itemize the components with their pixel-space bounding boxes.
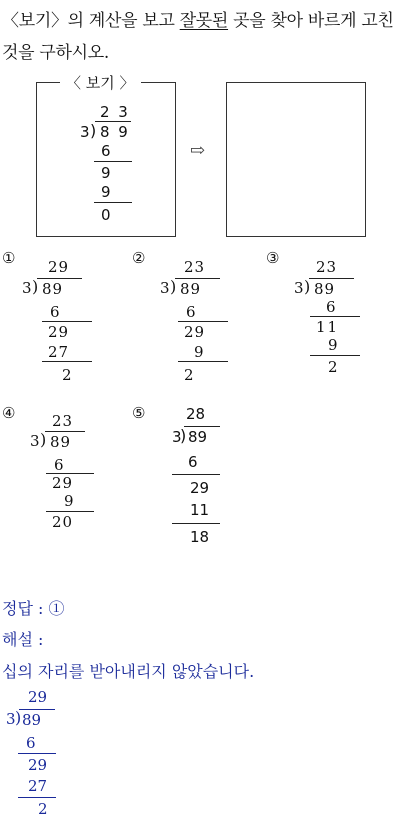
option-4-step-2: 29 xyxy=(52,474,74,492)
work-line-2 xyxy=(18,797,56,798)
example-step-3: 9 xyxy=(101,183,111,201)
division-bar xyxy=(95,121,131,122)
example-step-4: 0 xyxy=(101,206,111,224)
answer-empty-box xyxy=(226,82,366,237)
option-5-number[interactable]: ⑤ xyxy=(132,404,146,422)
option-3-number[interactable]: ③ xyxy=(266,249,280,267)
work-dividend: 89 xyxy=(22,711,42,729)
option-5-bar xyxy=(184,426,220,427)
option-5-dividend: 89 xyxy=(188,428,208,446)
work-quotient: 29 xyxy=(28,688,48,706)
option-4-dividend: 89 xyxy=(50,433,72,451)
option-2-line-2 xyxy=(178,361,228,362)
option-1-step-1: 6 xyxy=(50,303,60,321)
option-1-step-4: 2 xyxy=(62,366,72,384)
option-4-quotient: 23 xyxy=(52,412,74,430)
option-3-quotient: 23 xyxy=(316,258,338,276)
option-2-number[interactable]: ② xyxy=(132,249,146,267)
option-4-number[interactable]: ④ xyxy=(2,404,16,422)
option-4-bar xyxy=(45,431,85,432)
example-line-2 xyxy=(94,202,132,203)
option-1-step-2: 29 xyxy=(48,323,70,341)
arrow-icon: ⇨ xyxy=(190,140,206,161)
option-3-step-3: 9 xyxy=(328,336,338,354)
underlined-word: 잘못된 xyxy=(179,11,229,31)
option-1-divisor: 3 xyxy=(22,279,32,297)
option-5-line-1 xyxy=(172,474,220,475)
option-4-divisor: 3 xyxy=(30,432,40,450)
option-4-line-2 xyxy=(46,511,94,512)
example-line-1 xyxy=(94,161,132,162)
option-3-step-1: 6 xyxy=(326,298,336,316)
option-1-step-3: 27 xyxy=(48,343,70,361)
work-bar xyxy=(19,709,55,710)
work-step-1: 6 xyxy=(26,734,36,752)
option-3-bracket: ) xyxy=(304,277,311,296)
option-5-quotient: 28 xyxy=(186,405,206,423)
option-4-bracket: ) xyxy=(40,430,47,449)
option-3-divisor: 3 xyxy=(294,279,304,297)
question-line-2: 것을 구하시오. xyxy=(2,43,109,63)
option-1-bar xyxy=(37,278,82,279)
question-text: 〈보기〉의 계산을 보고 xyxy=(2,11,180,31)
example-quotient: 2 3 xyxy=(100,103,130,121)
option-1-number[interactable]: ① xyxy=(2,249,16,267)
example-dividend: 8 9 xyxy=(100,123,130,141)
option-2-quotient: 23 xyxy=(184,258,206,276)
answer-label: 정답 : xyxy=(2,599,44,618)
option-3-line-1 xyxy=(310,316,360,317)
example-step-2: 9 xyxy=(101,164,111,182)
option-1-bracket: ) xyxy=(32,277,39,296)
answer-line xyxy=(2,596,65,619)
option-5-step-1: 6 xyxy=(188,453,198,471)
work-line-1 xyxy=(18,753,56,754)
option-5-step-4: 18 xyxy=(190,528,210,546)
option-3-step-2: 11 xyxy=(316,318,340,336)
option-2-step-4: 2 xyxy=(184,366,194,384)
work-step-2: 29 xyxy=(28,756,48,774)
option-2-step-3: 9 xyxy=(194,343,204,361)
option-5-line-2 xyxy=(172,523,220,524)
example-legend: 〈 보기 〉 xyxy=(60,72,141,93)
option-3-line-2 xyxy=(310,355,360,356)
option-2-dividend: 89 xyxy=(180,280,202,298)
work-step-3: 27 xyxy=(28,777,48,795)
option-2-bracket: ) xyxy=(170,277,177,296)
example-step-1: 6 xyxy=(101,142,111,160)
option-5-divisor: 3 xyxy=(172,428,182,446)
option-4-step-1: 6 xyxy=(54,456,64,474)
option-1-line-2 xyxy=(42,361,92,362)
option-2-step-1: 6 xyxy=(186,303,196,321)
option-4-step-4: 20 xyxy=(52,513,74,531)
option-2-step-2: 29 xyxy=(184,323,206,341)
example-divisor: 3 xyxy=(80,123,90,141)
option-1-line-1 xyxy=(42,321,92,322)
work-bracket: ) xyxy=(15,708,22,727)
option-1-quotient: 29 xyxy=(48,258,70,276)
division-bracket: ) xyxy=(90,121,97,140)
option-5-bracket: ) xyxy=(180,426,187,445)
explanation-label: 해설 : xyxy=(2,630,44,649)
option-3-step-4: 2 xyxy=(328,358,338,376)
option-3-dividend: 89 xyxy=(314,280,336,298)
explanation-text: 십의 자리를 받아내리지 않았습니다. xyxy=(2,662,255,681)
work-step-4: 2 xyxy=(38,800,48,818)
option-2-line-1 xyxy=(178,321,228,322)
question-line-1 xyxy=(2,6,394,31)
question-text-rest: 곳을 찾아 바르게 고친 xyxy=(228,11,394,31)
option-2-divisor: 3 xyxy=(160,279,170,297)
option-2-bar xyxy=(175,278,220,279)
answer-value: ① xyxy=(48,599,65,618)
work-divisor: 3 xyxy=(6,710,16,728)
option-1-dividend: 89 xyxy=(42,280,64,298)
option-5-step-3: 11 xyxy=(190,501,210,519)
option-3-bar xyxy=(309,278,354,279)
option-5-step-2: 29 xyxy=(190,479,210,497)
option-4-step-3: 9 xyxy=(64,492,74,510)
